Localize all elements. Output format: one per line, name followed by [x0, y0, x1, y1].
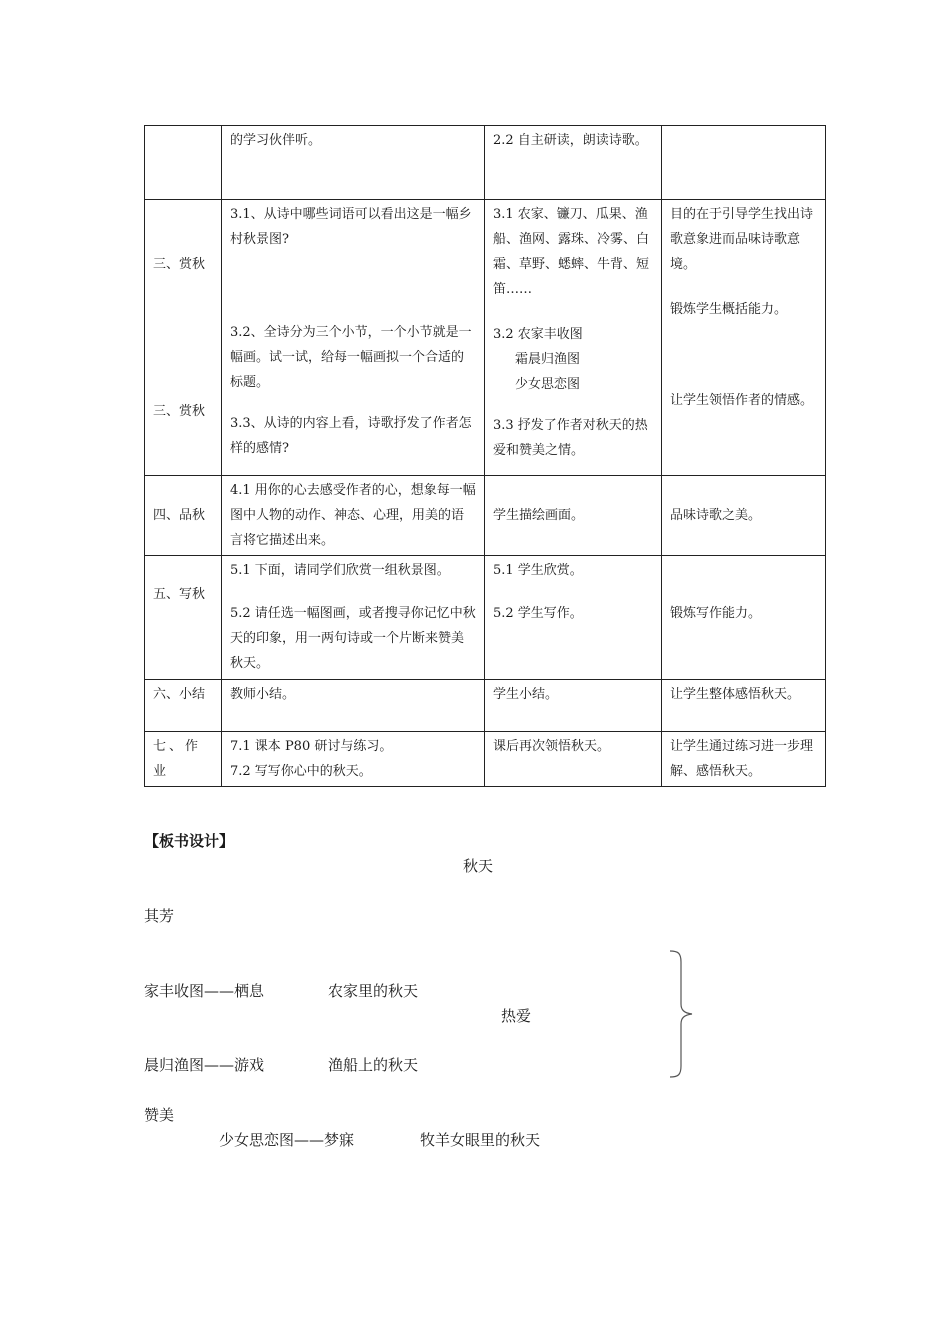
purpose-cell [662, 200, 826, 476]
teacher-text: 的学习伙伴听。 [230, 133, 322, 148]
student-cell [485, 476, 662, 556]
student-text: 学生描绘画面。 [493, 508, 585, 523]
stage-cell [145, 476, 222, 556]
board-line1-right: 农家里的秋天 [328, 982, 419, 1000]
board-line3-right: 牧羊女眼里的秋天 [420, 1131, 541, 1149]
student-cell [485, 732, 662, 787]
board-title: 秋天 [463, 857, 494, 875]
student-text: 学生小结。 [493, 687, 559, 702]
teacher-text: 3.1、从诗中哪些词语可以看出这是一幅乡村秋景图? [230, 207, 472, 247]
purpose-text: 品味诗歌之美。 [670, 508, 762, 523]
table-row [145, 556, 826, 680]
table-row [145, 200, 826, 476]
purpose-cell [662, 556, 826, 680]
purpose-text: 目的在于引导学生找出诗歌意象进而品味诗歌意境。 [670, 207, 814, 272]
teacher-text: 3.2、全诗分为三个小节，一个小节就是一幅画。试一试，给每一幅画拟一个合适的标题。 [230, 325, 472, 390]
teacher-cell [222, 200, 485, 476]
teacher-text: 4.1 用你的心去感受作者的心，想象每一幅图中人物的动作、神态、心理，用美的语言将它描述出来。 [230, 483, 476, 548]
teacher-text: 5.2 请任选一幅图画，或者搜寻你记忆中秋天的印象，用一两句诗或一个片断来赞美秋天。 [230, 606, 476, 671]
teacher-text: 教师小结。 [230, 687, 296, 702]
stage-label: 四、品秋 [153, 508, 206, 523]
board-center-word: 热爱 [501, 1007, 532, 1025]
table-row [145, 476, 826, 556]
stage-label: 三、赏秋 [153, 257, 206, 272]
stage-label: 五、写秋 [153, 587, 206, 602]
purpose-cell [662, 732, 826, 787]
right-brace-icon [668, 950, 694, 1078]
student-text: 霜晨归渔图 [515, 352, 581, 367]
table-row [145, 732, 826, 787]
student-text: 3.1 农家、镰刀、瓜果、渔船、渔网、露珠、冷雾、白霜、草野、蟋蟀、牛背、短笛…… [493, 207, 650, 297]
teacher-cell [222, 476, 485, 556]
purpose-cell [662, 680, 826, 732]
purpose-text: 锻炼写作能力。 [670, 606, 762, 621]
student-cell [485, 680, 662, 732]
teacher-cell [222, 680, 485, 732]
student-cell [485, 200, 662, 476]
purpose-text: 让学生领悟作者的情感。 [670, 393, 814, 408]
board-line1-left: 家丰收图——栖息 [144, 982, 265, 1000]
student-text: 少女思恋图 [515, 377, 581, 392]
table-row [145, 126, 826, 200]
student-text: 2.2 自主研读，朗读诗歌。 [493, 133, 648, 148]
stage-cell [145, 680, 222, 732]
stage-cell [145, 200, 222, 476]
teacher-text: 7.2 写写你心中的秋天。 [230, 764, 372, 779]
teacher-text: 7.1 课本 P80 研讨与练习。 [230, 739, 393, 754]
board-line2-right: 渔船上的秋天 [328, 1056, 419, 1074]
purpose-text: 锻炼学生概括能力。 [670, 302, 788, 317]
student-cell [485, 556, 662, 680]
board-heading: 【板书设计】 [144, 832, 235, 850]
purpose-text: 让学生通过练习进一步理解、感悟秋天。 [670, 739, 814, 779]
board-line3-left: 少女思恋图——梦寐 [219, 1131, 355, 1149]
student-text: 3.3 抒发了作者对秋天的热爱和赞美之情。 [493, 418, 648, 458]
purpose-cell [662, 476, 826, 556]
teacher-text: 5.1 下面，请同学们欣赏一组秋景图。 [230, 563, 450, 578]
stage-label: 七、作业 [153, 739, 202, 779]
lesson-plan-table [144, 125, 826, 787]
teacher-cell [222, 732, 485, 787]
stage-label: 三、赏秋 [153, 404, 206, 419]
board-author: 其芳 [144, 907, 175, 925]
board-line2-left: 晨归渔图——游戏 [144, 1056, 265, 1074]
stage-cell [145, 732, 222, 787]
teacher-cell [222, 126, 485, 200]
student-text: 5.2 学生写作。 [493, 606, 583, 621]
stage-cell [145, 126, 222, 200]
student-text: 5.1 学生欣赏。 [493, 563, 583, 578]
board-praise: 赞美 [144, 1106, 175, 1124]
teacher-text: 3.3、从诗的内容上看，诗歌抒发了作者怎样的感情? [230, 416, 472, 456]
purpose-cell [662, 126, 826, 200]
teacher-cell [222, 556, 485, 680]
stage-cell [145, 556, 222, 680]
student-text: 3.2 农家丰收图 [493, 327, 583, 342]
table-row [145, 680, 826, 732]
student-text: 课后再次领悟秋天。 [493, 739, 611, 754]
stage-label: 六、小结 [153, 687, 206, 702]
student-cell [485, 126, 662, 200]
purpose-text: 让学生整体感悟秋天。 [670, 687, 801, 702]
